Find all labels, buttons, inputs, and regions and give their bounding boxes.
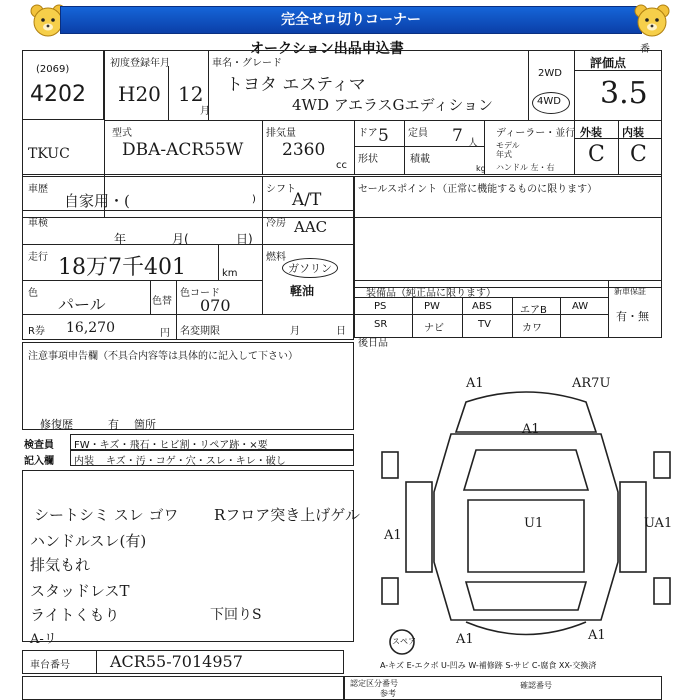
doors-value: 5 [378,126,389,146]
entry-label: 記入欄 [24,456,54,467]
equip-sr: SR [374,319,388,330]
color-label: 色 [28,288,38,299]
interior-label: 内装 [622,126,644,139]
ac-label: 冷房 [266,218,286,229]
selling-points-label: セールスポイント（正常に機能するものに限ります） [358,184,598,195]
mark-roof: U1 [524,516,544,531]
shift-label: シフト [266,184,296,195]
diagram-right-side [620,482,646,572]
note-4: 排気もれ [30,556,91,574]
diagram-roof [468,500,584,572]
mark-rear-left: A1 [456,632,474,647]
bear-mascot-icon [632,2,672,40]
registration-year: H20 [118,82,161,106]
diagram-windshield [464,450,588,490]
int-row-items: キズ・汚・コゲ・穴・スレ・キレ・破し [106,456,286,467]
fuel-label: 燃料 [266,252,286,263]
equip-aw: AW [572,301,589,312]
car-name-line2: 4WD アエラスGエディション [292,96,494,114]
displacement-value: 2360 [282,140,326,160]
diagram-left-rear-wheel [382,578,398,604]
equip-abs: ABS [472,301,492,312]
recycle-label: R券 [28,326,45,337]
footer-label-1: 認定区分番号 [350,679,398,688]
shape-label: 形状 [358,154,378,165]
equip-pw: PW [424,301,440,312]
note-1: シートシミ スレ ゴワ [34,506,179,524]
spare-label: スペア [392,637,416,646]
equipment-label: 装備品（純正品に限ります） [366,288,496,299]
diagram-left-side [406,482,432,572]
mileage-label: 走行 [28,252,48,263]
mark-front-right: AR7U [572,376,611,391]
mark-right-side: UA1 [644,516,673,531]
color-value: パール [58,295,106,314]
inspection-sheet: オークション出品申込書 番 (2069) 4202 TKUC 初度登録年月 H20 12 月 車名・グレード トヨタ エスティマ 4WD アエラスGエディション 2WD 4WD 評価点 3.5 型式 DBA-ACR55W 排気量 2360 cc ドア 5 定員 7 人 ディーラー・並行 モデル 年式 形状 積載 kg ハンドル 左・右 外装 内装 C C 車歴 自家用・( ) シフト A/T 車検 年 月( 日) 冷房 AAC 走行 18万7千401 km 燃料 ガソリン 軽油 色 パール 色替 色コード 070 R券 16,270 円 名変期限 月 日 セールスポイント（正常に機能するものに限ります） 装備品（純正品に限ります） 新車保証 有・無 PS PW ABS エアB AW SR ナビ TV カワ 後日品 注意事項申告欄（不具合内容等は具体的に記入して下さい） 修復歴 有 箇所 検査員 記入欄 FW・キズ・飛石・ヒビ割・リペア跡・×要 内装 キズ・汚・コゲ・穴・スレ・キレ・破し シートシミ スレ ゴワ Rフロア突き上げゲル ハンドルスレ(有) 排気もれ スタッドレスT ライトくもり 下回りS A-リ A1 AR7U A1 A1 U1 UA1 A1 A1 スペア A-キズ E-エクボ U-凹み W-補修跡 S-サビ C-腐食 XX-交換済 車台番号 ACR55-7014957 認定区分番号 参考 確認番号 [0,42,700,700]
mark-left-side: A1 [384,528,402,543]
color-code-label: 色コード [180,288,220,299]
car-name-line1: トヨタ エスティマ [226,75,366,95]
equip-navi: ナビ [424,323,444,334]
remarks-label: 注意事項申告欄（不具合内容等は具体的に記入して下さい） [28,351,298,362]
shift-value: A/T [292,190,322,210]
equip-leather: カワ [522,323,542,334]
color-change-label: 色替 [152,296,172,307]
ac-value: AAC [294,218,328,236]
name-change-label: 名変期限 [180,326,220,337]
note-8: A-リ [30,632,57,647]
delivery-label: 後日品 [358,338,388,349]
registration-label: 初度登録年月 [110,58,170,69]
diagram-rear-bumper [466,622,586,635]
drive-2wd: 2WD [538,68,562,79]
note-7: 下回りS [210,607,262,623]
ext-row-items: FW・キズ・飛石・ヒビ割・リペア跡・×要 [74,440,268,451]
lot-side-note: TKUC [28,146,70,162]
diagram-right-front-wheel [654,452,670,478]
mileage-value: 18万7千401 [58,255,186,280]
usage-value: 自家用・( [64,192,130,210]
diagram-rear-window [466,582,586,610]
repair-parts: 箇所 [134,418,156,431]
recycle-value: 16,270 [66,320,115,336]
inspector-label: 検査員 [24,440,54,451]
damage-legend: A-キズ E-エクボ U-凹み W-補修跡 S-サビ C-腐食 XX-交換済 [380,661,597,670]
load-label: 積載 [410,154,430,165]
repair-value: 有 [108,418,119,431]
score-label: 評価点 [590,56,627,70]
equip-ps: PS [374,301,387,312]
mark-front-bumper: A1 [466,376,484,391]
exterior-label: 外装 [580,126,602,139]
new-warranty-value: 有・無 [616,310,649,323]
exterior-value: C [588,142,605,167]
registration-month: 12 [178,82,204,106]
equip-tv: TV [478,319,491,330]
lot-number: 4202 [30,82,86,107]
chassis-value: ACR55-7014957 [110,652,243,671]
footer-label-2: 参考 [380,689,396,698]
model-value: DBA-ACR55W [122,140,244,160]
capacity-value: 7 [452,126,463,146]
model-label: 型式 [112,128,132,139]
chassis-label: 車台番号 [30,660,70,671]
banner-title: 完全ゼロ切りコーナー [60,6,642,34]
diagram-right-rear-wheel [654,578,670,604]
mark-hood: A1 [522,422,540,437]
equip-airbag: エアB [520,305,547,316]
banner [0,0,700,42]
drive-4wd: 4WD [537,96,561,107]
note-2: Rフロア突き上げゲル [214,506,360,524]
capacity-label: 定員 [408,128,428,139]
inspection-label: 車検 [28,218,48,229]
note-3: ハンドルスレ(有) [30,532,147,550]
usage-label: 車歴 [28,184,48,195]
interior-value: C [630,142,647,167]
diagram-left-front-wheel [382,452,398,478]
lot-code: (2069) [36,64,70,75]
dealer-label: ディーラー・並行 [496,128,576,139]
form-title: オークション出品申込書 [250,41,404,57]
int-row-label: 内装 [74,456,94,467]
repair-label: 修復歴 [40,418,73,431]
note-5: スタッドレスT [30,582,130,600]
form-number-label: 番 [640,44,650,55]
mark-rear-right: A1 [588,628,606,643]
new-warranty-label: 新車保証 [614,287,646,296]
handle-label: ハンドル 左・右 [496,163,555,172]
car-name-label: 車名・グレード [212,58,282,69]
score-value: 3.5 [600,76,648,111]
doors-label: ドア [358,128,378,139]
color-code: 070 [200,296,231,315]
fuel-diesel: 軽油 [290,284,315,298]
footer-label-3: 確認番号 [520,681,552,690]
note-6: ライトくもり [30,606,120,624]
displacement-label: 排気量 [266,128,296,139]
fuel-circled: ガソリン [288,262,332,275]
